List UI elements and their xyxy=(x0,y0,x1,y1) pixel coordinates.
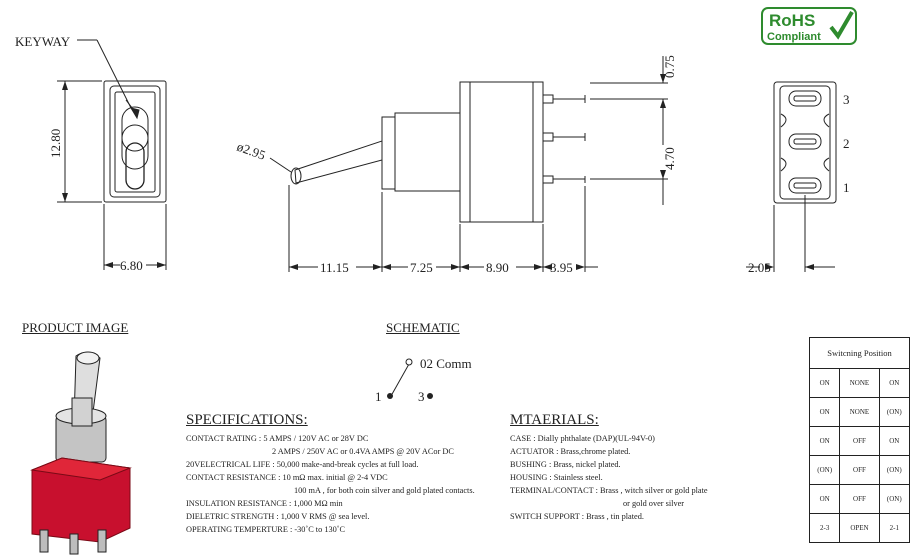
dim-7-25: 7.25 xyxy=(410,260,433,275)
table-row xyxy=(810,514,910,543)
materials-title: MTAERIALS: xyxy=(510,412,599,428)
dim-2-05: 2.05 xyxy=(748,260,771,275)
schematic-pin-3: 3 xyxy=(418,389,425,404)
material-line: HOUSING : Stainless steel. xyxy=(510,473,603,482)
specifications-title: SPECIFICATIONS: xyxy=(186,412,308,428)
spec-line: 2 AMPS / 250V AC or 0.4VA AMPS @ 20V ACor DC xyxy=(272,447,454,456)
dim-8-90: 8.90 xyxy=(486,260,509,275)
table-cell: 2-1 xyxy=(879,514,909,543)
table-cell: ON xyxy=(879,427,909,456)
dim-3-95: 3.95 xyxy=(550,260,573,275)
material-line: CASE : Dially phthalate (DAP)(UL-94V-0) xyxy=(510,434,655,443)
table-cell: 2-3 xyxy=(810,514,840,543)
dimension-arrows xyxy=(62,74,814,399)
specifications-list xyxy=(186,432,475,536)
keyway-label: KEYWAY xyxy=(15,34,71,49)
spec-line: CONTACT RESISTANCE : 10 mΩ max. initial @ 2-4 VDC xyxy=(186,473,388,482)
dim-4-70: 4.70 xyxy=(662,147,677,170)
compliant-word: Compliant xyxy=(767,31,821,43)
diameter-dim: ø2.95 xyxy=(234,138,268,163)
table-cell: ON xyxy=(879,369,909,398)
table-cell: (ON) xyxy=(879,456,909,485)
product-image xyxy=(32,352,130,554)
bottom-view xyxy=(746,82,836,272)
material-line: BUSHING : Brass, nickel plated. xyxy=(510,460,621,469)
table-row xyxy=(810,427,910,456)
table-cell: ON xyxy=(810,485,840,514)
material-line: ACTUATOR : Brass,chrome plated. xyxy=(510,447,631,456)
schematic-comm-label: 02 Comm xyxy=(420,356,472,371)
table-cell: (ON) xyxy=(879,485,909,514)
rohs-word: RoHS xyxy=(769,11,816,30)
table-cell: (ON) xyxy=(810,456,840,485)
rohs-compliant-logo xyxy=(761,7,857,45)
dim-0-75: 0.75 xyxy=(662,55,677,78)
dim-11-15: 11.15 xyxy=(320,260,349,275)
schematic-pin-1: 1 xyxy=(375,389,382,404)
spec-line: DIELETRIC STRENGTH : 1,000 V RMS @ sea level. xyxy=(186,512,370,521)
table-cell: NONE xyxy=(840,398,879,427)
table-cell: (ON) xyxy=(879,398,909,427)
table-row xyxy=(810,398,910,427)
product-image-title: PRODUCT IMAGE xyxy=(22,320,129,335)
table-cell: ON xyxy=(810,369,840,398)
spec-line: OPERATING TEMPERTURE : -30˚C to 130˚C xyxy=(186,525,346,534)
table-row xyxy=(810,485,910,514)
table-cell: OFF xyxy=(840,427,879,456)
side-view xyxy=(270,56,668,272)
height-dim: 12.80 xyxy=(48,128,63,158)
pin-label-3: 3 xyxy=(843,92,850,107)
spec-line: CONTACT RATING : 5 AMPS / 120V AC or 28V DC xyxy=(186,434,369,443)
materials-list xyxy=(510,432,708,523)
table-cell: OFF xyxy=(840,485,879,514)
width-dim: 6.80 xyxy=(120,258,143,273)
material-line: TERMINAL/CONTACT : Brass , witch silver or gold plate xyxy=(510,486,708,495)
table-cell: OPEN xyxy=(840,514,879,543)
material-line: or gold over silver xyxy=(623,499,685,508)
table-cell: ON xyxy=(810,398,840,427)
table-title: Switcning Position xyxy=(810,338,910,369)
table-cell: OFF xyxy=(840,456,879,485)
spec-line: 100 mA , for both coin silver and gold plated contacts. xyxy=(294,486,475,495)
spec-line: 20VELECTRICAL LIFE : 50,000 make-and-break cycles at full load. xyxy=(186,460,419,469)
pin-label-1: 1 xyxy=(843,180,850,195)
table-row xyxy=(810,369,910,398)
spec-line: INSULATION RESISTANCE : 1,000 MΩ min xyxy=(186,499,343,508)
front-view xyxy=(57,40,166,270)
pin-label-2: 2 xyxy=(843,136,850,151)
switching-position-table xyxy=(809,337,910,543)
schematic-symbol xyxy=(391,359,412,396)
table-cell: ON xyxy=(810,427,840,456)
schematic-title: SCHEMATIC xyxy=(386,320,460,335)
table-cell: NONE xyxy=(840,369,879,398)
table-row xyxy=(810,456,910,485)
material-line: SWITCH SUPPORT : Brass , tin plated. xyxy=(510,512,644,521)
